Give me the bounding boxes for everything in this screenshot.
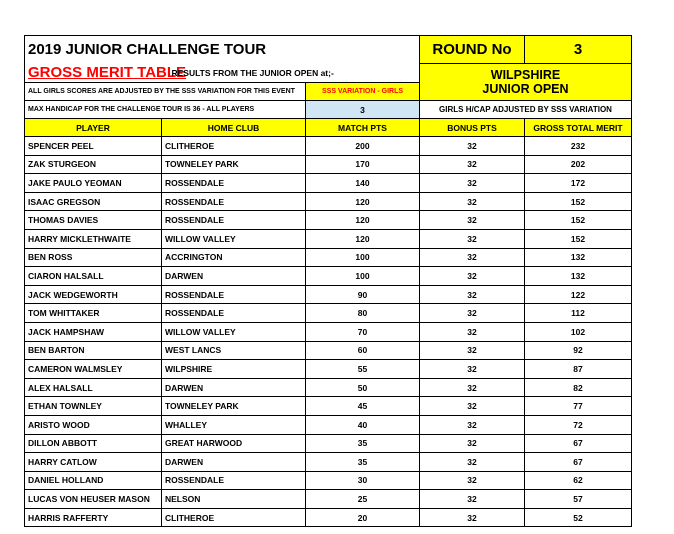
home-club: DARWEN	[162, 378, 306, 397]
player-name: THOMAS DAVIES	[25, 211, 162, 230]
home-club: ROSSENDALE	[162, 192, 306, 211]
player-name: LUCAS VON HEUSER MASON	[25, 490, 162, 509]
gross-total: 202	[525, 155, 632, 174]
match-pts: 80	[306, 304, 420, 323]
match-pts: 45	[306, 397, 420, 416]
match-pts: 35	[306, 453, 420, 472]
round-label: ROUND No	[420, 36, 525, 64]
home-club: DARWEN	[162, 267, 306, 286]
home-club: TOWNELEY PARK	[162, 155, 306, 174]
home-club: CLITHEROE	[162, 508, 306, 527]
col-header-player: PLAYER	[25, 119, 162, 137]
match-pts: 70	[306, 322, 420, 341]
player-name: ARISTO WOOD	[25, 415, 162, 434]
gross-total: 102	[525, 322, 632, 341]
sss-variation-value: 3	[306, 101, 420, 119]
player-name: DILLON ABBOTT	[25, 434, 162, 453]
table-row	[25, 137, 632, 156]
col-header-match-pts: MATCH PTS	[306, 119, 420, 137]
match-pts: 100	[306, 248, 420, 267]
table-row	[25, 192, 632, 211]
table-row	[25, 415, 632, 434]
bonus-pts: 32	[420, 304, 525, 323]
home-club: ROSSENDALE	[162, 471, 306, 490]
bonus-pts: 32	[420, 490, 525, 509]
gross-total: 77	[525, 397, 632, 416]
player-name: JAKE PAULO YEOMAN	[25, 174, 162, 193]
gross-total: 52	[525, 508, 632, 527]
table-row	[25, 490, 632, 509]
player-rows	[25, 137, 632, 527]
bonus-pts: 32	[420, 378, 525, 397]
table-row	[25, 248, 632, 267]
gross-total: 72	[525, 415, 632, 434]
player-name: HARRIS RAFFERTY	[25, 508, 162, 527]
player-name: ALEX HALSALL	[25, 378, 162, 397]
player-name: BEN BARTON	[25, 341, 162, 360]
table-row	[25, 508, 632, 527]
table-row	[25, 471, 632, 490]
gross-total: 67	[525, 453, 632, 472]
girls-adjusted-note: ALL GIRLS SCORES ARE ADJUSTED BY THE SSS VARIATION FOR THIS EVENT	[25, 83, 306, 101]
gross-total: 62	[525, 471, 632, 490]
table-row	[25, 434, 632, 453]
bonus-pts: 32	[420, 453, 525, 472]
table-row	[25, 267, 632, 286]
col-header-home-club: HOME CLUB	[162, 119, 306, 137]
gross-total: 92	[525, 341, 632, 360]
bonus-pts: 32	[420, 267, 525, 286]
home-club: ROSSENDALE	[162, 174, 306, 193]
match-pts: 25	[306, 490, 420, 509]
gross-total: 82	[525, 378, 632, 397]
match-pts: 55	[306, 360, 420, 379]
table-row	[25, 360, 632, 379]
col-header-bonus-pts: BONUS PTS	[420, 119, 525, 137]
gross-total: 232	[525, 137, 632, 156]
gross-total: 172	[525, 174, 632, 193]
max-handicap-note: MAX HANDICAP FOR THE CHALLENGE TOUR IS 36 - ALL PLAYERS	[25, 101, 306, 119]
match-pts: 120	[306, 211, 420, 230]
venue-line-1: WILPSHIRE	[490, 67, 561, 82]
home-club: ROSSENDALE	[162, 211, 306, 230]
home-club: ROSSENDALE	[162, 285, 306, 304]
player-name: ZAK STURGEON	[25, 155, 162, 174]
player-name: ETHAN TOWNLEY	[25, 397, 162, 416]
match-pts: 120	[306, 192, 420, 211]
player-name: TOM WHITTAKER	[25, 304, 162, 323]
col-header-gross-total: GROSS TOTAL MERIT	[525, 119, 632, 137]
home-club: WILPSHIRE	[162, 360, 306, 379]
home-club: WHALLEY	[162, 415, 306, 434]
venue-box	[420, 63, 632, 101]
gross-total: 57	[525, 490, 632, 509]
match-pts: 20	[306, 508, 420, 527]
round-number: 3	[525, 36, 632, 64]
bonus-pts: 32	[420, 397, 525, 416]
player-name: CAMERON WALMSLEY	[25, 360, 162, 379]
table-row	[25, 341, 632, 360]
gross-total: 152	[525, 211, 632, 230]
match-pts: 200	[306, 137, 420, 156]
bonus-pts: 32	[420, 174, 525, 193]
merit-table	[24, 35, 632, 527]
match-pts: 30	[306, 471, 420, 490]
player-name: CIARON HALSALL	[25, 267, 162, 286]
player-name: SPENCER PEEL	[25, 137, 162, 156]
player-name: BEN ROSS	[25, 248, 162, 267]
bonus-pts: 32	[420, 155, 525, 174]
gross-total: 152	[525, 229, 632, 248]
table-row	[25, 174, 632, 193]
results-from: RESULTS FROM THE JUNIOR OPEN at;-	[162, 63, 420, 83]
match-pts: 100	[306, 267, 420, 286]
player-name: DANIEL HOLLAND	[25, 471, 162, 490]
table-row	[25, 285, 632, 304]
gross-total: 152	[525, 192, 632, 211]
gross-total: 112	[525, 304, 632, 323]
gross-total: 67	[525, 434, 632, 453]
bonus-pts: 32	[420, 415, 525, 434]
home-club: WILLOW VALLEY	[162, 322, 306, 341]
bonus-pts: 32	[420, 434, 525, 453]
home-club: TOWNELEY PARK	[162, 397, 306, 416]
match-pts: 50	[306, 378, 420, 397]
table-row	[25, 453, 632, 472]
player-name: HARRY CATLOW	[25, 453, 162, 472]
merit-title-text: GROSS MERIT TABLE	[28, 64, 187, 81]
bonus-pts: 32	[420, 248, 525, 267]
home-club: ROSSENDALE	[162, 304, 306, 323]
bonus-pts: 32	[420, 229, 525, 248]
gross-total: 87	[525, 360, 632, 379]
match-pts: 40	[306, 415, 420, 434]
merit-table-title	[25, 63, 187, 83]
match-pts: 90	[306, 285, 420, 304]
bonus-pts: 32	[420, 508, 525, 527]
home-club: CLITHEROE	[162, 137, 306, 156]
match-pts: 120	[306, 229, 420, 248]
home-club: NELSON	[162, 490, 306, 509]
player-name: JACK HAMPSHAW	[25, 322, 162, 341]
girls-hcap-note: GIRLS H/CAP ADJUSTED BY SSS VARIATION	[420, 101, 632, 119]
home-club: WEST LANCS	[162, 341, 306, 360]
table-row	[25, 322, 632, 341]
bonus-pts: 32	[420, 341, 525, 360]
home-club: ACCRINGTON	[162, 248, 306, 267]
bonus-pts: 32	[420, 285, 525, 304]
match-pts: 35	[306, 434, 420, 453]
sss-variation-label: SSS VARIATION - GIRLS	[306, 83, 420, 101]
bonus-pts: 32	[420, 192, 525, 211]
match-pts: 170	[306, 155, 420, 174]
match-pts: 60	[306, 341, 420, 360]
bonus-pts: 32	[420, 211, 525, 230]
home-club: DARWEN	[162, 453, 306, 472]
table-row	[25, 378, 632, 397]
gross-total: 132	[525, 248, 632, 267]
bonus-pts: 32	[420, 471, 525, 490]
table-row	[25, 211, 632, 230]
venue-line-2: JUNIOR OPEN	[482, 81, 569, 96]
bonus-pts: 32	[420, 137, 525, 156]
home-club: WILLOW VALLEY	[162, 229, 306, 248]
bonus-pts: 32	[420, 322, 525, 341]
table-row	[25, 397, 632, 416]
table-row	[25, 229, 632, 248]
table-row	[25, 155, 632, 174]
home-club: GREAT HARWOOD	[162, 434, 306, 453]
merit-table-sheet	[24, 35, 631, 527]
player-name: HARRY MICKLETHWAITE	[25, 229, 162, 248]
page-title: 2019 JUNIOR CHALLENGE TOUR	[25, 36, 420, 64]
player-name: JACK WEDGEWORTH	[25, 285, 162, 304]
table-row	[25, 304, 632, 323]
gross-total: 122	[525, 285, 632, 304]
match-pts: 140	[306, 174, 420, 193]
bonus-pts: 32	[420, 360, 525, 379]
gross-total: 132	[525, 267, 632, 286]
player-name: ISAAC GREGSON	[25, 192, 162, 211]
